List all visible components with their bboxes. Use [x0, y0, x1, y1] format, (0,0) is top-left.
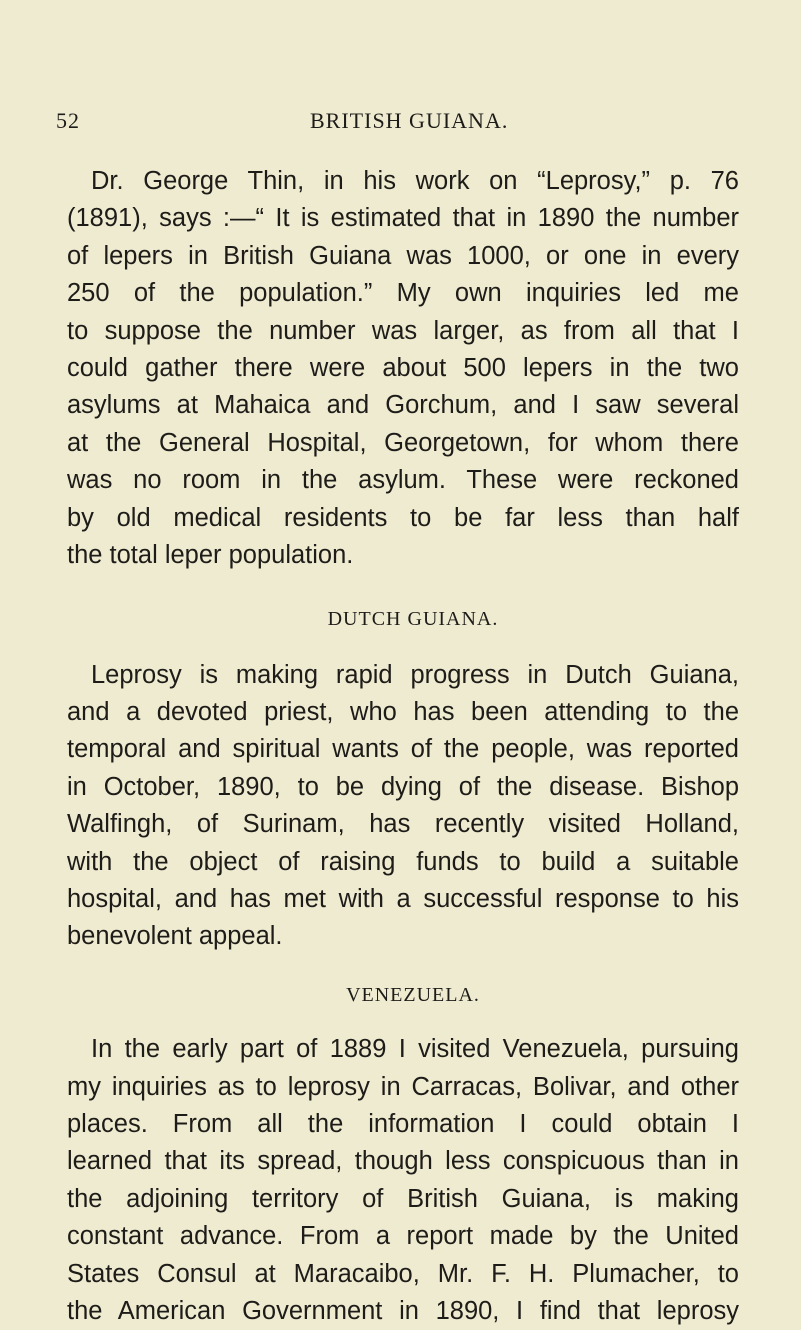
text-line: learned that its spread, though less conspicuous than in — [67, 1147, 739, 1176]
running-head — [0, 108, 801, 144]
running-title: BRITISH GUIANA. — [310, 108, 509, 133]
text-line: In the early part of 1889 I visited Venezuela, pursuing — [91, 1035, 739, 1064]
text-line: my inquiries as to leprosy in Carracas, Bolivar, and other — [67, 1072, 739, 1101]
body-text — [67, 163, 739, 1330]
section-heading-dutch-guiana: DUTCH GUIANA. — [327, 608, 499, 631]
text-line: could gather there were about 500 lepers in the two — [67, 353, 739, 382]
paragraph-british-guiana — [67, 163, 739, 574]
text-line: constant advance. From a report made by the United — [67, 1222, 739, 1251]
text-line: Walfingh, of Surinam, has recently visited Holland, — [67, 810, 739, 839]
page-number: 52 — [56, 108, 80, 133]
text-line: to suppose the number was larger, as from all that I — [67, 316, 739, 345]
text-line: the total leper population. — [67, 540, 354, 569]
text-line: places. From all the information I could obtain I — [67, 1109, 739, 1138]
text-line: temporal and spiritual wants of the people, was reported — [67, 735, 739, 764]
section-heading-venezuela: VENEZUELA. — [346, 983, 480, 1006]
paragraph-dutch-guiana — [67, 657, 739, 956]
text-line: (1891), says :—“ It is estimated that in 1890 the number — [67, 204, 739, 233]
text-line: of lepers in British Guiana was 1000, or one in every — [67, 241, 739, 270]
paragraph-venezuela — [67, 1031, 739, 1330]
text-line: with the object of raising funds to build a suitable — [67, 847, 739, 876]
text-line: States Consul at Maracaibo, Mr. F. H. Plumacher, to — [67, 1259, 739, 1288]
text-line: in October, 1890, to be dying of the disease. Bishop — [67, 772, 739, 801]
text-line: was no room in the asylum. These were reckoned — [67, 466, 739, 495]
text-line: Dr. George Thin, in his work on “Leprosy,” p. 76 — [91, 167, 739, 195]
text-line: and a devoted priest, who has been attending to the — [67, 698, 739, 727]
text-line: asylums at Mahaica and Gorchum, and I saw several — [67, 391, 739, 420]
text-line: Leprosy is making rapid progress in Dutch Guiana, — [91, 660, 739, 689]
text-line: benevolent appeal. — [67, 922, 283, 951]
text-line: hospital, and has met with a successful response to his — [67, 885, 739, 914]
text-line: by old medical residents to be far less than half — [67, 503, 739, 532]
text-line: 250 of the population.” My own inquiries led me — [67, 279, 739, 308]
text-line: the American Government in 1890, I find that leprosy — [67, 1296, 739, 1325]
text-line: the adjoining territory of British Guiana, is making — [67, 1184, 739, 1213]
text-line: at the General Hospital, Georgetown, for whom there — [67, 428, 739, 457]
